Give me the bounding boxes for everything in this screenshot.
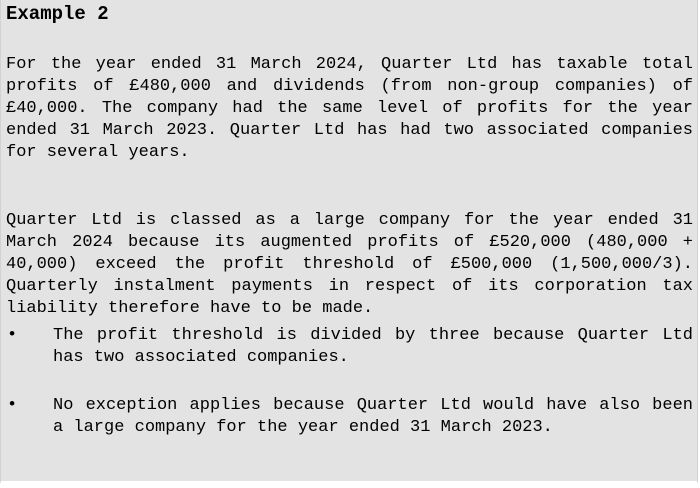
bullet-text: The profit threshold is divided by three because Quarter Ltd has two associated companies. [53, 326, 693, 367]
bullet-marker: • [7, 396, 18, 415]
scenario-paragraph: For the year ended 31 March 2024, Quarter Ltd has taxable total profits of £480,000 and dividends (from non-group companies) of £40,000. The company had the same level of profits for the year ended 31 March 2023. Quarter Ltd has had two associated companies for several years. [6, 55, 693, 162]
explanation-paragraph: Quarter Ltd is classed as a large company for the year ended 31 March 2024 because its augmented profits of £520,000 (480,000 + 40,000) exceed the profit threshold of £500,000 (1,500,000/3). Quarterly instalment payments in respect of its corporation tax liability therefore have to be made. [6, 211, 693, 318]
example-title: Example 2 [6, 3, 109, 25]
bullet-marker: • [7, 326, 18, 345]
bullet-text: No exception applies because Quarter Ltd would have also been a large company for the year ended 31 March 2023. [53, 396, 693, 437]
